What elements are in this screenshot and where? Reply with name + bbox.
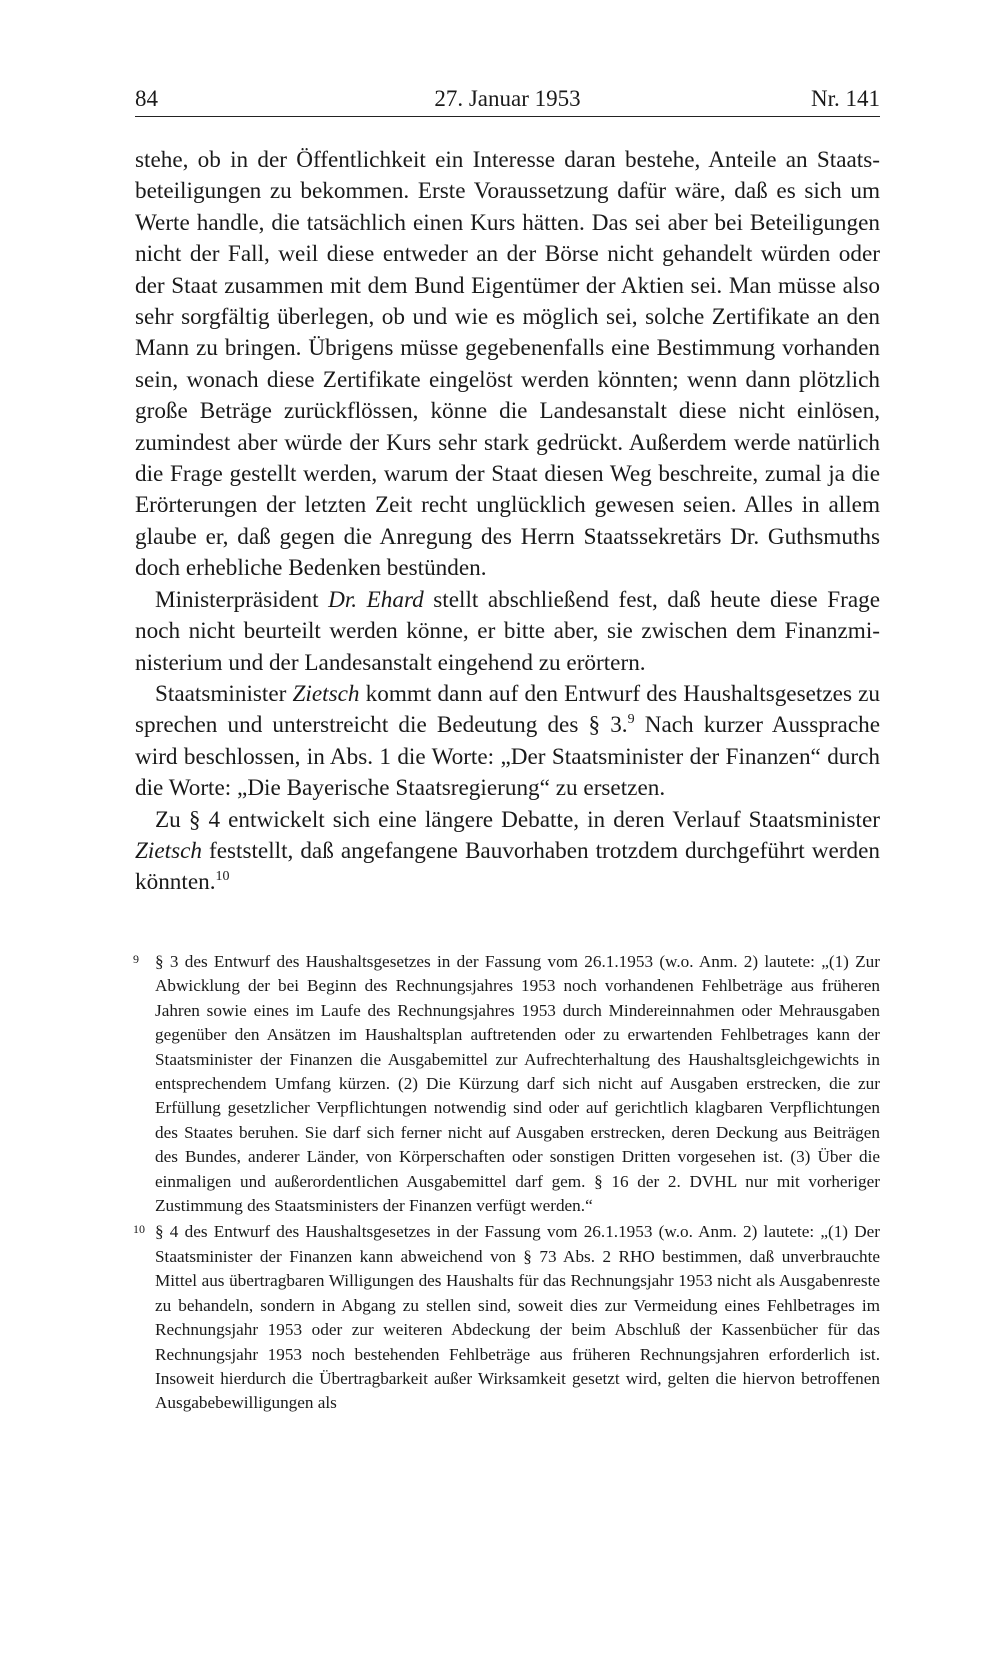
paragraph-2-text: stellt abschließend fest, daß heute diese Frage noch nicht beurteilt werden könne, er bitte aber, sie zwischen dem Finanzministerium und der Landesanstalt eingehend zu erörtern. — [135, 586, 880, 676]
footnote-ref-10[interactable]: 10 — [215, 869, 230, 885]
footnote-text: § 4 des Entwurf des Haushaltsgesetzes in der Fassung vom 26.1.1953 (w.o. Anm. 2) lautete: „(1) Der Staatsminister der Finanzen kann abweichend von § 73 Abs. 2 RHO bestimmen, daß unverbrauchte Mittel aus übertragbaren Willigungen des Haushalts für das Rechnungsjahr 1953 nicht als Ausgabenreste zu behandeln, sondern in Abgang zu stellen sind, soweit dies zur Vermeidung eines Fehlbetrages im Rechnungsjahr 1953 oder zur weiteren Abdeckung der beim Abschluß der Kassenbücher für das Rechnungsjahr 1953 noch bestehenden Fehlbeträge aus früheren Rechnungsjahren erforderlich ist. Insoweit hierdurch die Übertragbarkeit außer Wirksamkeit gesetzt wird, gelten die hiervon betroffenen Ausgabebewilligungen als — [155, 1222, 880, 1413]
person-name-ehard: Dr. Ehard — [328, 586, 424, 613]
paragraph-2-lead: Ministerpräsident — [155, 586, 329, 613]
paragraph-3-text: kommt dann auf den Entwurf des Haushaltsgesetzes zu sprechen und unterstreicht die Bedeutung des § 3. — [135, 680, 880, 739]
footnote-10 — [135, 1220, 880, 1415]
footnote-9 — [135, 950, 880, 1218]
paragraph-4-text: feststellt, daß angefangene Bauvorhaben trotzdem durchgeführt werden könnten. — [135, 837, 880, 896]
paragraph-3-lead: Staatsminister — [155, 680, 293, 707]
footnote-number: 10 — [133, 1222, 145, 1237]
paragraph-4 — [135, 805, 880, 899]
person-name-zietsch: Zietsch — [292, 680, 360, 707]
footnote-ref-9[interactable]: 9 — [627, 712, 635, 728]
person-name-zietsch-2: Zietsch — [135, 837, 202, 864]
issue-number: Nr. 141 — [811, 86, 880, 111]
footnote-number: 9 — [133, 952, 139, 966]
page-number: 84 — [135, 86, 158, 111]
paragraph-1: stehe, ob in der Öffentlichkeit ein Interesse daran bestehe, Anteile an Staatsbeteiligungen zu bekommen. Erste Voraussetzung dafür wäre, daß es sich um Werte handle, die tatsächlich einen Kurs hätten. Das sei aber bei Beteiligungen nicht der Fall, weil diese entweder an der Börse nicht gehandelt würden oder der Staat zusammen mit dem Bund Eigentümer der Aktien sei. Man müsse also sehr sorgfältig überlegen, ob und wie es möglich sei, solche Zertifikate an den Mann zu bringen. Übrigens müsse gegebenenfalls eine Bestimmung vorhanden sein, wonach diese Zertifikate eingelöst werden könnten; wenn dann plötzlich große Beträge zurückflössen, könne die Landesanstalt diese nicht einlösen, zumindest aber würde der Kurs sehr stark gedrückt. Außerdem werde natürlich die Frage gestellt werden, warum der Staat diesen Weg beschreite, zumal ja die Erörterungen der letzten Zeit recht unglücklich gewesen seien. Alles in allem glaube er, daß gegen die Anregung des Herrn Staatssekretärs Dr. Guthsmuths doch erhebliche Bedenken bestünden. — [135, 147, 880, 582]
footnotes — [135, 950, 880, 1416]
paragraph-3-text-end: Nach kurzer Aussprache wird beschlossen, in Abs. 1 die Worte: „Der Staatsminister der Finanzen“ durch die Worte: „Die Bayerische Staatsregierung“ zu ersetzen. — [135, 712, 880, 802]
running-header — [135, 84, 880, 117]
header-date: 27. Januar 1953 — [434, 86, 581, 111]
footnote-text: § 3 des Entwurf des Haushaltsgesetzes in der Fassung vom 26.1.1953 (w.o. Anm. 2) lautete: „(1) Zur Abwicklung der bei Beginn des Rechnungsjahres 1953 noch vorhandenen Fehlbeträge aus früheren Jahren sowie eines im Laufe des Rechnungsjahres 1953 durch Mindereinnahmen oder Mehrausgaben gegenüber den Ansätzen im Haushaltsplan auftretenden oder zu erwartenden Fehlbetrages kann der Staatsminister der Finanzen die Ausgabemittel zur Aufrechterhaltung des Haushaltsgleichgewichts in entsprechendem Umfang kürzen. (2) Die Kürzung darf sich nicht auf Ausgaben erstrecken, die zur Erfüllung gesetzlicher Verpflichtungen notwendig sind oder auf gerichtlich klagbaren Verpflichtungen des Staates beruhen. Sie darf sich ferner nicht auf Ausgaben erstrecken, deren Deckung aus Beiträgen des Bundes, anderer Länder, von Körperschaften oder sonstigen Dritten vorgesehen ist. (3) Über die einmaligen und außerordentlichen Ausgabemittel darf gem. § 16 der 2. DVHL nur mit vorheriger Zustimmung des Staatsministers der Finanzen verfügt werden.“ — [155, 952, 880, 1216]
main-text — [135, 145, 880, 899]
paragraph-2 — [135, 585, 880, 679]
paragraph-3 — [135, 679, 880, 805]
paragraph-4-lead: Zu § 4 entwickelt sich eine längere Debatte, in deren Verlauf Staatsminister — [155, 806, 880, 833]
